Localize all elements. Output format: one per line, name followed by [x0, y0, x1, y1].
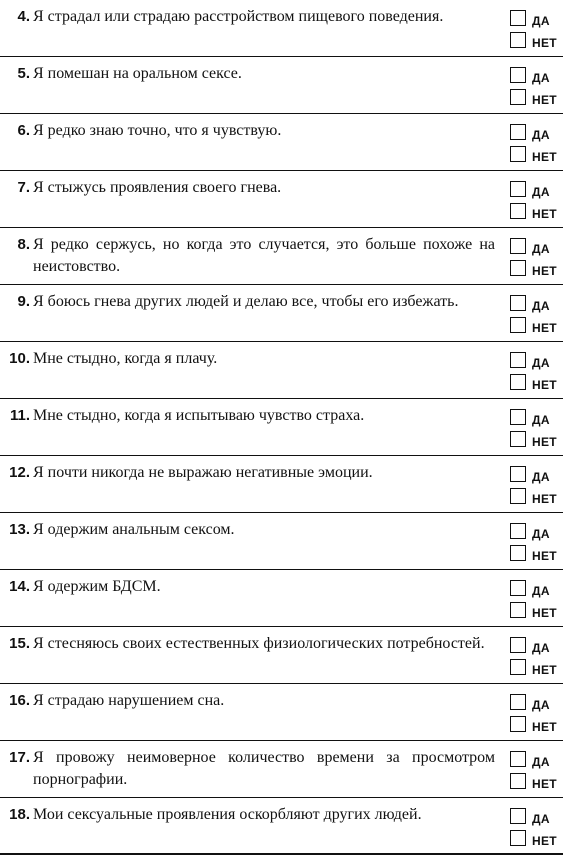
question-text: Я страдал или страдаю расстройством пищевого поведения. — [33, 8, 444, 25]
question-text: Я одержим БДСМ. — [33, 578, 161, 595]
no-label: НЕТ — [532, 663, 557, 677]
question-row-8 — [0, 399, 563, 456]
no-option[interactable] — [510, 88, 557, 106]
no-option[interactable] — [510, 658, 557, 676]
yes-label: ДА — [532, 527, 550, 541]
yes-option[interactable] — [510, 636, 550, 654]
question-number: 9. — [17, 293, 30, 310]
yes-checkbox[interactable] — [510, 637, 526, 653]
question-text: Мне стыдно, когда я плачу. — [33, 350, 218, 367]
no-option[interactable] — [510, 829, 557, 847]
no-checkbox[interactable] — [510, 545, 526, 561]
yes-label: ДА — [532, 356, 550, 370]
yes-checkbox[interactable] — [510, 352, 526, 368]
no-checkbox[interactable] — [510, 773, 526, 789]
yes-option[interactable] — [510, 237, 550, 255]
question-number: 7. — [17, 179, 30, 196]
question-number: 6. — [17, 122, 30, 139]
question-row-6 — [0, 285, 563, 342]
question-text: Мне стыдно, когда я испытываю чувство страха. — [33, 407, 365, 424]
question-number: 16. — [9, 692, 30, 709]
yes-option[interactable] — [510, 579, 550, 597]
no-option[interactable] — [510, 544, 557, 562]
question-row-5 — [0, 228, 563, 285]
question-number: 10. — [9, 350, 30, 367]
yes-label: ДА — [532, 812, 550, 826]
no-checkbox[interactable] — [510, 488, 526, 504]
no-checkbox[interactable] — [510, 260, 526, 276]
yes-label: ДА — [532, 185, 550, 199]
question-text: Я стыжусь проявления своего гнева. — [33, 179, 282, 196]
yes-checkbox[interactable] — [510, 67, 526, 83]
question-text: Я боюсь гнева других людей и делаю все, чтобы его избежать. — [33, 293, 459, 310]
no-checkbox[interactable] — [510, 32, 526, 48]
yes-checkbox[interactable] — [510, 523, 526, 539]
no-checkbox[interactable] — [510, 374, 526, 390]
no-label: НЕТ — [532, 606, 557, 620]
question-row-10 — [0, 513, 563, 570]
yes-option[interactable] — [510, 123, 550, 141]
yes-label: ДА — [532, 641, 550, 655]
question-row-4 — [0, 171, 563, 228]
yes-checkbox[interactable] — [510, 808, 526, 824]
question-text: Я помешан на оральном сексе. — [33, 65, 242, 82]
question-number: 12. — [9, 464, 30, 481]
question-row-15 — [0, 798, 563, 855]
no-option[interactable] — [510, 202, 557, 220]
yes-checkbox[interactable] — [510, 751, 526, 767]
no-option[interactable] — [510, 31, 557, 49]
yes-label: ДА — [532, 71, 550, 85]
no-checkbox[interactable] — [510, 830, 526, 846]
no-label: НЕТ — [532, 834, 557, 848]
yes-checkbox[interactable] — [510, 181, 526, 197]
yes-label: ДА — [532, 698, 550, 712]
yes-option[interactable] — [510, 294, 550, 312]
no-checkbox[interactable] — [510, 602, 526, 618]
yes-label: ДА — [532, 128, 550, 142]
no-label: НЕТ — [532, 93, 557, 107]
yes-checkbox[interactable] — [510, 409, 526, 425]
question-text: Я одержим анальным сексом. — [33, 521, 235, 538]
no-option[interactable] — [510, 145, 557, 163]
yes-checkbox[interactable] — [510, 10, 526, 26]
yes-option[interactable] — [510, 351, 550, 369]
yes-label: ДА — [532, 242, 550, 256]
yes-label: ДА — [532, 14, 550, 28]
question-row-14 — [0, 741, 563, 798]
no-label: НЕТ — [532, 321, 557, 335]
no-checkbox[interactable] — [510, 89, 526, 105]
yes-label: ДА — [532, 755, 550, 769]
question-text: Я редко знаю точно, что я чувствую. — [33, 122, 282, 139]
question-row-13 — [0, 684, 563, 741]
question-text: Я редко сержусь, но когда это случается, это больше похоже на неистовство. — [33, 236, 495, 275]
question-number: 8. — [17, 236, 30, 253]
question-number: 14. — [9, 578, 30, 595]
yes-option[interactable] — [510, 522, 550, 540]
question-row-7 — [0, 342, 563, 399]
yes-label: ДА — [532, 413, 550, 427]
no-checkbox[interactable] — [510, 146, 526, 162]
yes-option[interactable] — [510, 180, 550, 198]
no-label: НЕТ — [532, 150, 557, 164]
question-number: 18. — [9, 806, 30, 823]
no-label: НЕТ — [532, 435, 557, 449]
yes-option[interactable] — [510, 693, 550, 711]
question-text: Я почти никогда не выражаю негативные эмоции. — [33, 464, 373, 481]
no-checkbox[interactable] — [510, 659, 526, 675]
question-row-12 — [0, 627, 563, 684]
yes-checkbox[interactable] — [510, 694, 526, 710]
no-label: НЕТ — [532, 492, 557, 506]
yes-checkbox[interactable] — [510, 238, 526, 254]
question-row-11 — [0, 570, 563, 627]
no-checkbox[interactable] — [510, 203, 526, 219]
no-label: НЕТ — [532, 378, 557, 392]
yes-checkbox[interactable] — [510, 580, 526, 596]
yes-option[interactable] — [510, 807, 550, 825]
yes-label: ДА — [532, 584, 550, 598]
no-option[interactable] — [510, 316, 557, 334]
no-option[interactable] — [510, 487, 557, 505]
question-number: 4. — [17, 8, 30, 25]
no-option[interactable] — [510, 772, 557, 790]
question-text: Я страдаю нарушением сна. — [33, 692, 225, 709]
question-text: Мои сексуальные проявления оскорбляют других людей. — [33, 806, 422, 823]
yes-label: ДА — [532, 299, 550, 313]
yes-option[interactable] — [510, 9, 550, 27]
question-number: 13. — [9, 521, 30, 538]
no-label: НЕТ — [532, 720, 557, 734]
yes-option[interactable] — [510, 750, 550, 768]
no-label: НЕТ — [532, 207, 557, 221]
question-row-2 — [0, 57, 563, 114]
no-label: НЕТ — [532, 777, 557, 791]
yes-option[interactable] — [510, 408, 550, 426]
no-label: НЕТ — [532, 264, 557, 278]
yes-checkbox[interactable] — [510, 124, 526, 140]
no-option[interactable] — [510, 715, 557, 733]
no-option[interactable] — [510, 430, 557, 448]
no-label: НЕТ — [532, 549, 557, 563]
no-option[interactable] — [510, 601, 557, 619]
question-row-9 — [0, 456, 563, 513]
question-number: 17. — [9, 749, 30, 766]
question-row-3 — [0, 114, 563, 171]
yes-label: ДА — [532, 470, 550, 484]
no-option[interactable] — [510, 259, 557, 277]
yes-checkbox[interactable] — [510, 295, 526, 311]
question-text: Я стесняюсь своих естественных физиологических потребностей. — [33, 635, 485, 652]
yes-option[interactable] — [510, 66, 550, 84]
question-number: 15. — [9, 635, 30, 652]
question-row-1 — [0, 0, 563, 57]
no-checkbox[interactable] — [510, 431, 526, 447]
no-checkbox[interactable] — [510, 317, 526, 333]
yes-checkbox[interactable] — [510, 466, 526, 482]
no-label: НЕТ — [532, 36, 557, 50]
no-option[interactable] — [510, 373, 557, 391]
yes-option[interactable] — [510, 465, 550, 483]
question-number: 11. — [9, 407, 30, 424]
question-text: Я провожу неимоверное количество времени за просмотром порнографии. — [33, 749, 495, 788]
question-number: 5. — [17, 65, 30, 82]
no-checkbox[interactable] — [510, 716, 526, 732]
